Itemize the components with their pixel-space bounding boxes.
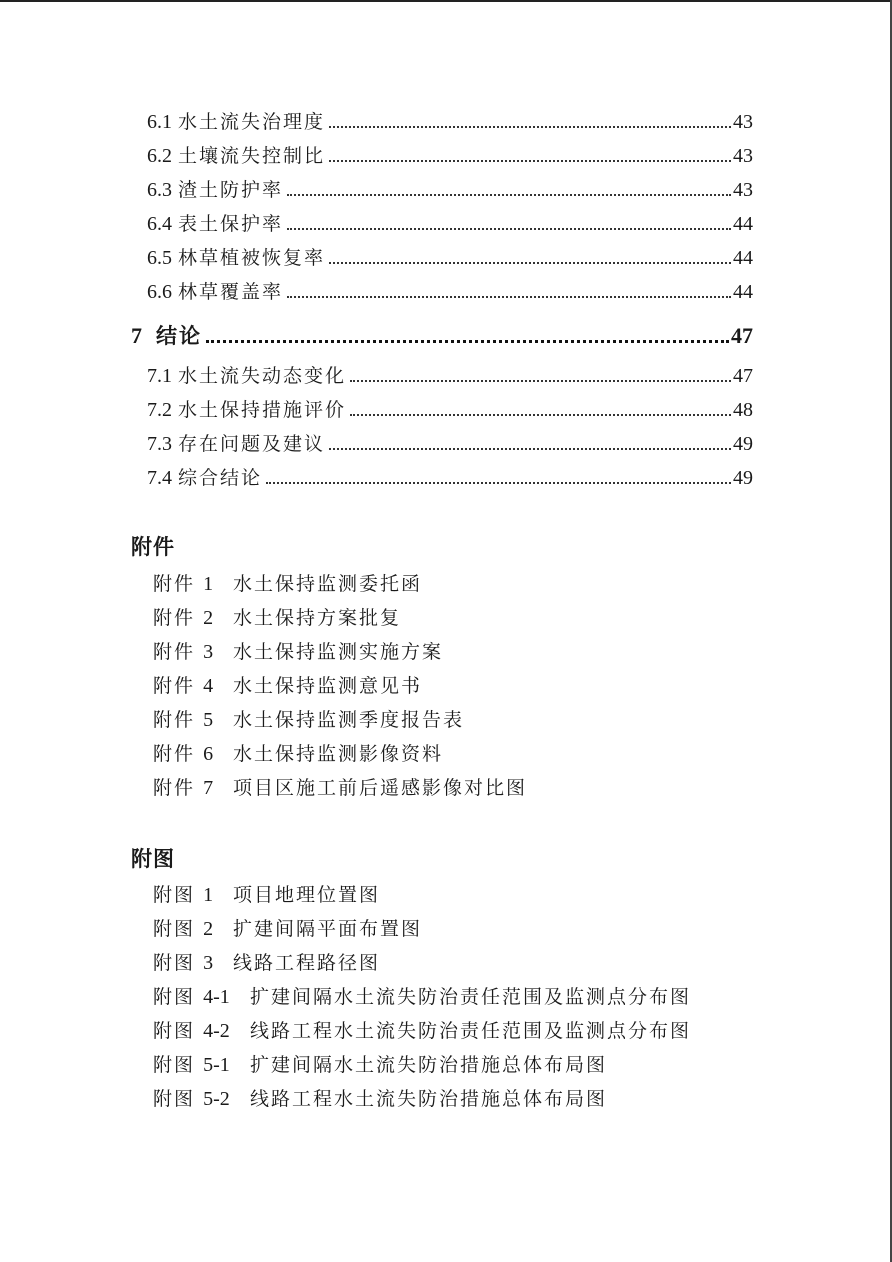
attachment-item[interactable] xyxy=(153,637,443,664)
figure-label: 附图 5-2 xyxy=(153,1088,230,1110)
toc-page-number: 48 xyxy=(733,399,753,421)
toc-page-number: 47 xyxy=(733,365,753,387)
attachment-title: 水土保持监测意见书 xyxy=(233,675,423,697)
toc-entry-7-2[interactable] xyxy=(147,396,753,424)
toc-leader-dots xyxy=(329,448,731,450)
toc-title: 综合结论 xyxy=(178,467,263,489)
toc-number: 6.1 xyxy=(147,111,172,133)
toc-page-number: 44 xyxy=(733,281,753,303)
attachment-label: 附件 5 xyxy=(153,709,214,731)
attachment-item[interactable] xyxy=(153,773,527,800)
toc-leader-dots xyxy=(287,296,731,298)
toc-title: 水土保持措施评价 xyxy=(178,399,347,421)
figure-title: 扩建间隔水土流失防治责任范围及监测点分布图 xyxy=(250,986,692,1008)
figure-item[interactable] xyxy=(153,982,691,1009)
toc-leader-dots xyxy=(287,194,731,196)
attachment-item[interactable] xyxy=(153,671,422,698)
figure-item[interactable] xyxy=(153,1016,691,1043)
toc-entry-6-3[interactable] xyxy=(147,176,753,204)
toc-leader-dots xyxy=(329,262,731,264)
toc-number: 6.3 xyxy=(147,179,172,201)
toc-page-number: 49 xyxy=(733,433,753,455)
attachment-title: 项目区施工前后遥感影像对比图 xyxy=(233,777,528,799)
toc-page-number: 43 xyxy=(733,179,753,201)
figure-item[interactable] xyxy=(153,914,422,941)
attachment-item[interactable] xyxy=(153,569,422,596)
attachment-label: 附件 7 xyxy=(153,777,214,799)
toc-entry-7-4[interactable] xyxy=(147,464,753,492)
figure-item[interactable] xyxy=(153,948,380,975)
toc-entry-6-6[interactable] xyxy=(147,278,753,306)
toc-number: 6.4 xyxy=(147,213,172,235)
page-top-border xyxy=(0,0,892,2)
figure-item[interactable] xyxy=(153,880,380,907)
toc-title: 表土保护率 xyxy=(178,213,284,235)
toc-page-number: 44 xyxy=(733,247,753,269)
toc-title: 水土流失治理度 xyxy=(178,111,326,133)
toc-number: 7.3 xyxy=(147,433,172,455)
toc-title: 林草覆盖率 xyxy=(178,281,284,303)
toc-entry-6-5[interactable] xyxy=(147,244,753,272)
attachment-label: 附件 6 xyxy=(153,743,214,765)
toc-number: 6.5 xyxy=(147,247,172,269)
figure-item[interactable] xyxy=(153,1084,607,1111)
toc-entry-7-1[interactable] xyxy=(147,362,753,390)
figure-title: 线路工程水土流失防治措施总体布局图 xyxy=(250,1088,608,1110)
toc-entry-6-1[interactable] xyxy=(147,108,753,136)
toc-leader-dots xyxy=(350,414,731,416)
attachment-item[interactable] xyxy=(153,705,464,732)
toc-title: 林草植被恢复率 xyxy=(178,247,326,269)
figure-label: 附图 1 xyxy=(153,884,214,906)
attachment-label: 附件 2 xyxy=(153,607,214,629)
toc-title: 渣土防护率 xyxy=(178,179,284,201)
attachment-title: 水土保持监测季度报告表 xyxy=(233,709,465,731)
toc-leader-dots xyxy=(287,228,731,230)
attachment-label: 附件 4 xyxy=(153,675,214,697)
toc-entry-6-4[interactable] xyxy=(147,210,753,238)
attachment-title: 水土保持监测实施方案 xyxy=(233,641,444,663)
figure-label: 附图 4-1 xyxy=(153,986,230,1008)
figure-title: 项目地理位置图 xyxy=(233,884,381,906)
toc-page-number: 47 xyxy=(731,323,753,348)
toc-number: 6.6 xyxy=(147,281,172,303)
attachment-label: 附件 3 xyxy=(153,641,214,663)
toc-number: 6.2 xyxy=(147,145,172,167)
toc-chapter-7[interactable] xyxy=(131,322,753,350)
attachments-heading: 附件 xyxy=(131,534,175,559)
toc-leader-dots xyxy=(329,160,731,162)
figure-title: 线路工程路径图 xyxy=(233,952,381,974)
toc-leader-dots xyxy=(350,380,731,382)
toc-page-number: 43 xyxy=(733,145,753,167)
toc-title: 结论 xyxy=(156,323,202,348)
attachment-item[interactable] xyxy=(153,603,401,630)
figure-label: 附图 3 xyxy=(153,952,214,974)
figure-title: 扩建间隔平面布置图 xyxy=(233,918,423,940)
toc-entry-6-2[interactable] xyxy=(147,142,753,170)
toc-page-number: 49 xyxy=(733,467,753,489)
attachment-title: 水土保持方案批复 xyxy=(233,607,402,629)
toc-title: 水土流失动态变化 xyxy=(178,365,347,387)
figure-title: 扩建间隔水土流失防治措施总体布局图 xyxy=(250,1054,608,1076)
toc-title: 存在问题及建议 xyxy=(178,433,326,455)
toc-number: 7.2 xyxy=(147,399,172,421)
toc-entry-7-3[interactable] xyxy=(147,430,753,458)
toc-page-number: 43 xyxy=(733,111,753,133)
figure-title: 线路工程水土流失防治责任范围及监测点分布图 xyxy=(250,1020,692,1042)
toc-leader-dots xyxy=(266,482,731,484)
toc-page-number: 44 xyxy=(733,213,753,235)
toc-number: 7.1 xyxy=(147,365,172,387)
attachment-item[interactable] xyxy=(153,739,443,766)
toc-leader-dots xyxy=(329,126,731,128)
toc-number: 7 xyxy=(131,323,142,348)
toc-number: 7.4 xyxy=(147,467,172,489)
attachment-label: 附件 1 xyxy=(153,573,214,595)
attachment-title: 水土保持监测委托函 xyxy=(233,573,423,595)
figure-item[interactable] xyxy=(153,1050,607,1077)
figure-label: 附图 5-1 xyxy=(153,1054,230,1076)
toc-title: 土壤流失控制比 xyxy=(178,145,326,167)
attachment-title: 水土保持监测影像资料 xyxy=(233,743,444,765)
figure-label: 附图 4-2 xyxy=(153,1020,230,1042)
figures-heading: 附图 xyxy=(131,846,175,871)
figure-label: 附图 2 xyxy=(153,918,214,940)
toc-leader-dots xyxy=(206,340,729,343)
